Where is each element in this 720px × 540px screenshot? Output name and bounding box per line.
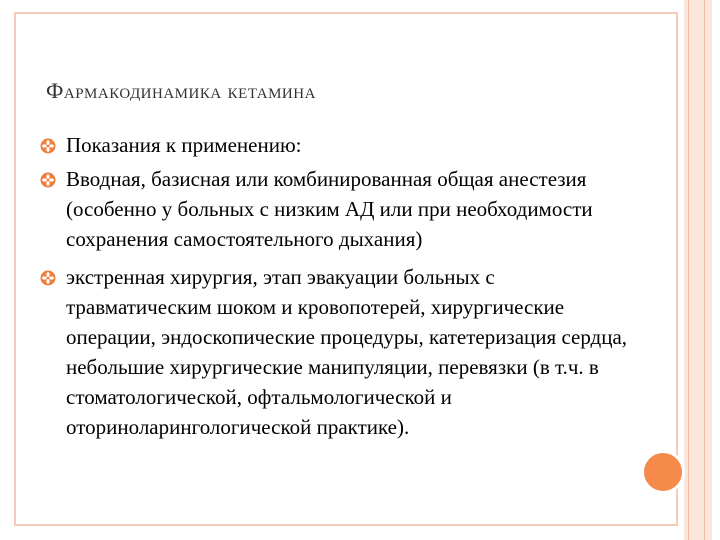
bullet-list [38, 130, 638, 450]
orange-circle-icon [641, 450, 685, 494]
bullet-text: экстренная хирургия, этап эвакуации больных с травматическим шоком и кровопотерей, хирургические операции, эндоскопические процедуры, катетеризация сердца, небольшие хирургические манипуляции, перевязки (в т.ч. в стоматологической, офтальмологической и оториноларингологической практике). [66, 265, 628, 439]
list-item [38, 164, 638, 254]
side-decor-line-left [688, 0, 689, 540]
list-item [38, 262, 638, 442]
list-item [38, 130, 638, 160]
slide-title: Фармакодинамика кетамина [46, 78, 316, 103]
side-decor-line-right [704, 0, 705, 540]
flower-bullet-icon [40, 270, 56, 286]
bullet-text: Вводная, базисная или комбинированная общая анестезия (особенно у больных с низким АД или при необходимости сохранения самостоятельного дыхания) [66, 167, 593, 251]
flower-bullet-icon [40, 138, 56, 154]
flower-bullet-icon [40, 172, 56, 188]
bullet-text: Показания к применению: [66, 133, 302, 157]
